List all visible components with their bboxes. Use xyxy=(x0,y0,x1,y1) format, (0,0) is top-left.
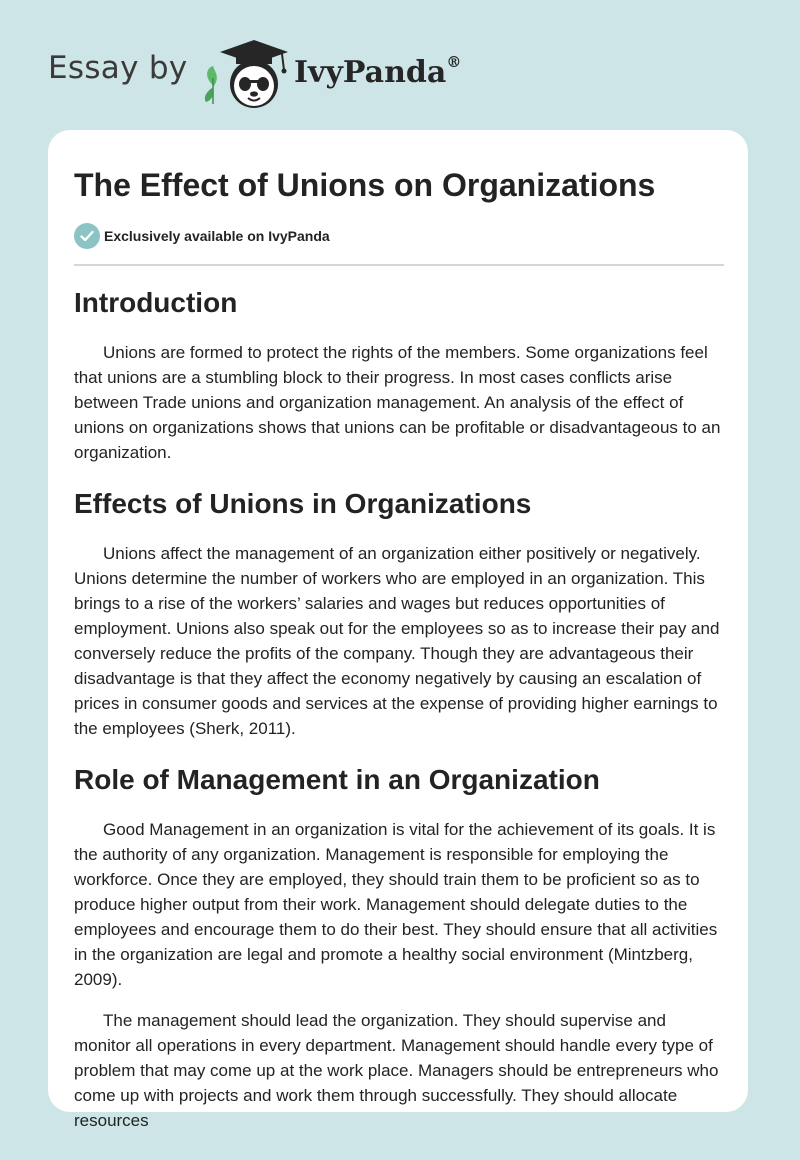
section-heading: Introduction xyxy=(74,287,238,318)
check-icon xyxy=(74,223,100,249)
essay-by-label: Essay by xyxy=(48,50,188,86)
ivy-leaf-icon xyxy=(205,66,217,104)
paragraph: The management should lead the organization. They should supervise and monitor all operations in every department. Management should handle every type of problem that may come up at the work place. Managers should be entrepreneurs who come up with projects and work them through successfully. They should allocate resources xyxy=(74,1011,719,1130)
essay-content xyxy=(74,166,724,1133)
panda-graduation-cap-icon xyxy=(200,34,290,112)
essay-card xyxy=(48,130,748,1130)
page-title: The Effect of Unions on Organizations xyxy=(74,167,656,203)
paragraph: Good Management in an organization is vital for the achievement of its goals. It is the authority of any organization. Management is responsible for employing the workforce. Once they are employed, they should train them to be proficient so as to produce higher output from their work. Management should delegate duties to the employees and encourage them to do their best. They should ensure that all activities in the organization are legal and promote a healthy social environment (Mintzberg, 2009). xyxy=(74,820,718,989)
section-heading: Role of Management in an Organization xyxy=(74,764,600,795)
paragraph: Unions affect the management of an organization either positively or negatively. Unions determine the number of workers who are employed in an organization. This brings to a rise of the workers’ salaries and wages but reduces opportunities of employment. Unions also speak out for the employees so as to increase their pay and conversely reduce the profits of the company. Though they are advantageous their disadvantage is that they affect the economy negatively by causing an escalation of prices in consumer goods and services at the expense of providing higher earnings to the employees (Sherk, 2011). xyxy=(74,544,720,738)
badge-label: Exclusively available on IvyPanda xyxy=(104,228,330,244)
section-heading: Effects of Unions in Organizations xyxy=(74,488,532,519)
brand-name[interactable] xyxy=(294,55,461,90)
exclusive-badge xyxy=(74,222,724,250)
ivypanda-logo[interactable] xyxy=(200,34,290,112)
brand-label: IvyPanda xyxy=(294,55,447,90)
paragraph: Unions are formed to protect the rights of the members. Some organizations feel that unions are a stumbling block to their progress. In most cases conflicts arise between Trade unions and organization management. An analysis of the effect of unions on organizations shows that unions can be profitable or disadvantageous to an organization. xyxy=(74,343,721,462)
site-header xyxy=(0,0,800,130)
divider xyxy=(74,264,724,266)
registered-mark: ® xyxy=(446,53,462,71)
